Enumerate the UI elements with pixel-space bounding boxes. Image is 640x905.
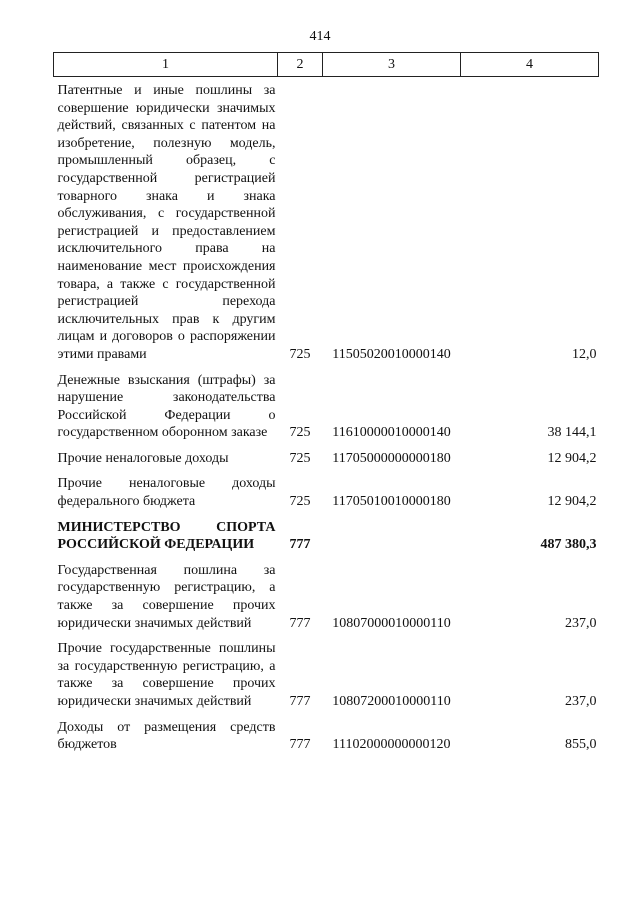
revenue-name: Прочие неналоговые доходы	[57, 450, 229, 466]
table-row	[54, 562, 599, 640]
table-row	[54, 475, 599, 518]
revenue-name: Государственная пошлина за государственную регистрацию, а также за совершение прочих юридически значимых действий	[57, 562, 276, 631]
amount: 237,0	[565, 694, 597, 709]
budget-classification-code: 11705000000000180	[332, 450, 451, 466]
budget-classification-code: 11705010010000180	[332, 494, 451, 510]
column-number-header-row	[54, 53, 599, 77]
column-1-header: 1	[54, 53, 278, 77]
table-row	[54, 372, 599, 450]
revenue-name: Прочие неналоговые доходы федерального бюджета	[57, 476, 276, 510]
budget-classification-code: 11610000010000140	[332, 425, 451, 441]
budget-classification-code: 11102000000000120	[332, 737, 451, 753]
administrator-code: 777	[289, 737, 311, 753]
amount: 38 144,1	[547, 425, 597, 441]
column-2-header: 2	[278, 53, 323, 77]
amount: 237,0	[565, 615, 597, 631]
table-row	[54, 640, 599, 718]
revenue-name: Денежные взыскания (штрафы) за нарушение законодательства Российской Федерации о государственном оборонном заказе	[57, 372, 276, 441]
column-4-header: 4	[461, 53, 599, 77]
administrator-code: 725	[289, 494, 311, 510]
amount: 12 904,2	[547, 450, 597, 466]
administrator-code: 777	[289, 694, 311, 709]
table-row	[54, 719, 599, 762]
administrator-code: 725	[289, 346, 311, 362]
table-row	[54, 450, 599, 476]
administrator-code: 725	[289, 425, 311, 441]
ministry-total-amount: 487 380,3	[540, 537, 597, 553]
column-3-header: 3	[323, 53, 461, 77]
ministry-total-row	[54, 519, 599, 562]
administrator-code: 777	[289, 615, 311, 631]
revenue-name: Патентные и иные пошлины за совершение юридически значимых действий, связанных с патентом на изобретение, полезную модель, промышленный образец, с государственной регистрацией товарного знака и знака обслуживания, с государственной регистрацией и предоставлением исключительного права на наименование мест происхождения товара, а также с государственной регистрацией перехода исключительных прав к другим лицам и договоров о распоряжении этими правами	[57, 83, 276, 362]
budget-classification-code: 10807200010000110	[332, 694, 451, 709]
administrator-code: 777	[289, 537, 311, 553]
revenue-name: Прочие государственные пошлины за государственную регистрацию, а также за совершение прочих юридически значимых действий	[57, 641, 276, 709]
amount: 12 904,2	[547, 494, 597, 510]
budget-classification-code: 11505020010000140	[332, 346, 451, 362]
amount: 855,0	[565, 737, 597, 753]
administrator-code: 725	[289, 450, 311, 466]
revenue-name: Доходы от размещения средств бюджетов	[57, 719, 276, 753]
page-number: 414	[309, 29, 331, 44]
budget-classification-code	[323, 519, 461, 562]
budget-revenue-table	[53, 52, 599, 762]
ministry-name: МИНИСТЕРСТВО СПОРТА РОССИЙСКОЙ ФЕДЕРАЦИИ	[57, 519, 276, 553]
table-row	[54, 77, 599, 372]
amount: 12,0	[572, 346, 597, 362]
budget-classification-code: 10807000010000110	[332, 615, 451, 631]
